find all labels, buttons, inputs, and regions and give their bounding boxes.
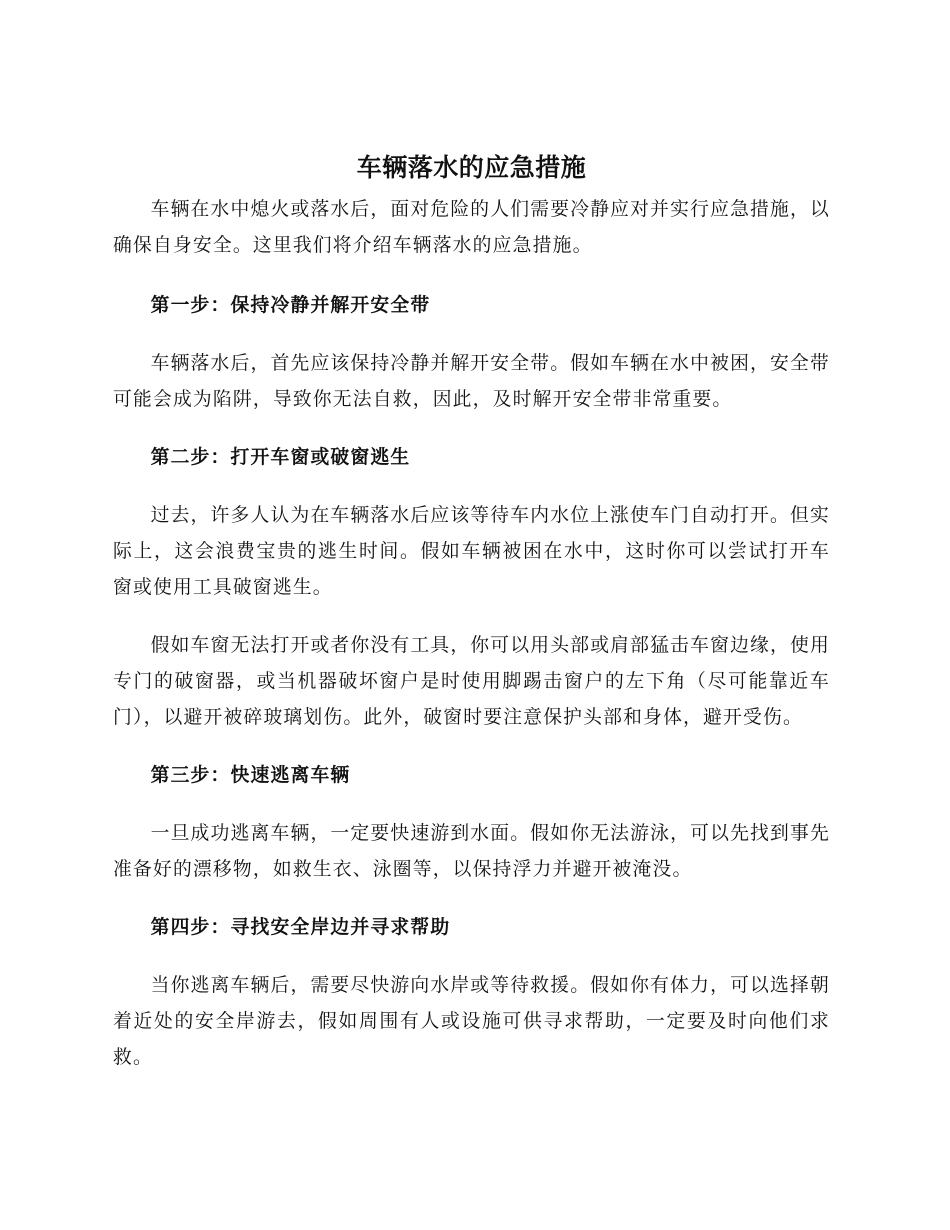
- document-page: [113, 148, 830, 1098]
- section-3-paragraph-1: 一旦成功逃离车辆，一定要快速游到水面。假如你无法游泳，可以先找到事先准备好的漂移物，如救生衣、泳圈等，以保持浮力并避开被淹没。: [113, 823, 830, 880]
- intro-paragraph: 车辆在水中熄火或落水后，面对危险的人们需要冷静应对并实行应急措施，以确保自身安全。这里我们将介绍车辆落水的应急措施。: [113, 199, 830, 256]
- section-heading-step-3: 第三步：快速逃离车辆: [150, 765, 351, 786]
- document-title: 车辆落水的应急措施: [356, 153, 587, 182]
- section-1-paragraph-1: 车辆落水后，首先应该保持冷静并解开安全带。假如车辆在水中被困，安全带可能会成为陷阱，导致你无法自救，因此，及时解开安全带非常重要。: [113, 353, 830, 410]
- section-4-paragraph-1: 当你逃离车辆后，需要尽快游向水岸或等待救援。假如你有体力，可以选择朝着近处的安全岸游去，假如周围有人或设施可供寻求帮助，一定要及时向他们求救。: [113, 975, 830, 1068]
- section-2-paragraph-1: 过去，许多人认为在车辆落水后应该等待车内水位上涨使车门自动打开。但实际上，这会浪费宝贵的逃生时间。假如车辆被困在水中，这时你可以尝试打开车窗或使用工具破窗逃生。: [113, 505, 830, 598]
- section-2-paragraph-2: 假如车窗无法打开或者你没有工具，你可以用头部或肩部猛击车窗边缘，使用专门的破窗器，或当机器破坏窗户是时使用脚踢击窗户的左下角（尽可能靠近车门），以避开被碎玻璃划伤。此外，破窗时要注意保护头部和身体，避开受伤。: [113, 635, 830, 728]
- section-heading-step-2: 第二步：打开车窗或破窗逃生: [150, 447, 411, 468]
- section-heading-step-4: 第四步：寻找安全岸边并寻求帮助: [150, 917, 451, 938]
- section-heading-step-1: 第一步：保持冷静并解开安全带: [150, 295, 431, 316]
